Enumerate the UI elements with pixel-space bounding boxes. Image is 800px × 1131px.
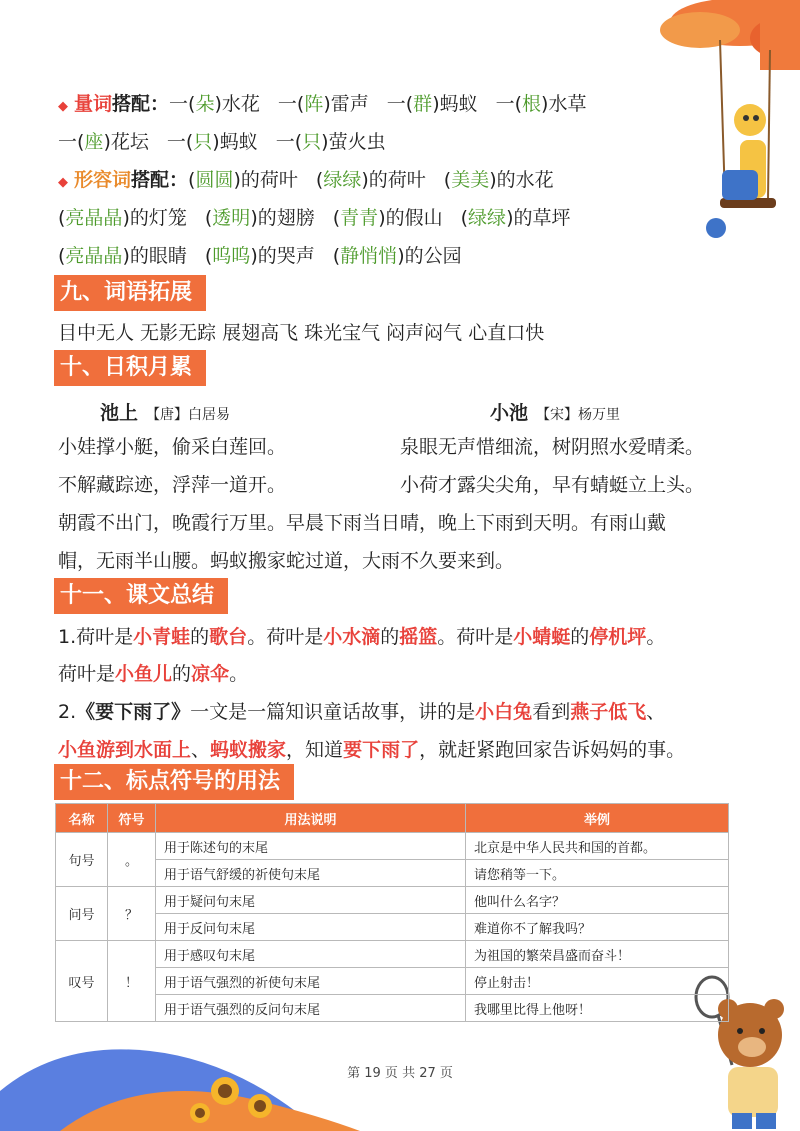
- summary-keyword: 小白兔: [475, 701, 533, 723]
- poem-2-author: 【宋】杨万里: [536, 407, 621, 423]
- pair-word: 美美: [451, 169, 490, 191]
- summary-text: 。: [646, 626, 666, 648]
- pair-post: 的翅膀: [257, 207, 315, 229]
- punct-symbol: ？: [108, 887, 156, 941]
- pair-pre: 一(: [275, 131, 303, 153]
- summary-keyword: 凉伞: [191, 663, 230, 685]
- adjectives-row-3: (亮晶晶)的眼睛 (呜呜)的哭声 (静悄悄)的公园: [58, 245, 462, 267]
- tree-giraffe-illustration: [640, 0, 800, 250]
- punct-name: 问号: [56, 887, 108, 941]
- pair-post: 的灯笼: [129, 207, 187, 229]
- pair-pre: 一(: [386, 93, 414, 115]
- adjectives-row-1: ◆ 形容词搭配：(圆圆)的荷叶 (绿绿)的荷叶 (美美)的水花: [58, 167, 554, 196]
- punct-usage: 用于语气强烈的祈使句末尾: [156, 968, 466, 995]
- pair-word: 座: [84, 131, 104, 153]
- punct-example: 停止射击！: [466, 968, 729, 995]
- punct-symbol: ！: [108, 941, 156, 1022]
- section-9-words: 目中无人 无影无踪 展翅高飞 珠光宝气 闷声闷气 心直口快: [58, 322, 545, 344]
- summary-2-line-2: [58, 737, 685, 763]
- measure-words-row-1: [58, 91, 586, 120]
- poem-1-author: 【唐】白居易: [146, 407, 231, 423]
- summary-text: 、: [191, 739, 211, 761]
- summary-text: ，就赶紧跑回家告诉妈妈的事。: [419, 739, 686, 761]
- page-number: 第 19 页 共 27 页: [347, 1066, 453, 1081]
- summary-text: 看到: [532, 701, 571, 723]
- section-11-title: 十一、课文总结: [54, 578, 228, 614]
- pair-pre: 一(: [495, 93, 523, 115]
- summary-text: 1.荷叶是: [58, 626, 134, 648]
- pair-post: 的眼睛: [129, 245, 187, 267]
- pair-word: 朵: [195, 93, 215, 115]
- poem-1-name: 池上: [100, 402, 139, 424]
- header-usage: 用法说明: [156, 804, 466, 833]
- punct-example: 难道你不了解我吗？: [466, 914, 729, 941]
- adjectives-row-2: (亮晶晶)的灯笼 (透明)的翅膀 (青青)的假山 (绿绿)的草坪: [58, 207, 571, 229]
- pair-word: 亮晶晶: [65, 207, 123, 229]
- pair-pre: 一(: [166, 131, 194, 153]
- summary-text: 荷叶是: [58, 663, 116, 685]
- punct-usage: 用于感叹句末尾: [156, 941, 466, 968]
- header-name: 名称: [56, 804, 108, 833]
- pair-word: 亮晶晶: [65, 245, 123, 267]
- summary-keyword: 小青蛙: [133, 626, 191, 648]
- pair-pre: 一(: [58, 131, 85, 153]
- adjectives-label-prefix: 形容词: [74, 169, 132, 191]
- proverbs-line-2: 帽，无雨半山腰。蚂蚁搬家蛇过道，大雨不久要来到。: [58, 550, 515, 572]
- measure-words-label-prefix: 量词: [74, 93, 113, 115]
- pair-post: 的假山: [385, 207, 443, 229]
- diamond-icon: ◆: [58, 99, 68, 114]
- punctuation-table: [55, 803, 729, 1022]
- summary-keyword: 小鱼游到水面上: [58, 739, 192, 761]
- pair-word: 圆圆: [195, 169, 234, 191]
- pair-word: 阵: [304, 93, 324, 115]
- pair-word: 只: [302, 131, 322, 153]
- punct-example: 他叫什么名字？: [466, 887, 729, 914]
- summary-text: 。: [229, 663, 249, 685]
- pair-post: )蚂蚁: [432, 93, 478, 115]
- poem-2-name: 小池: [490, 402, 529, 424]
- punct-example: 为祖国的繁荣昌盛而奋斗！: [466, 941, 729, 968]
- section-10-title: 十、日积月累: [54, 350, 206, 386]
- pair-word: 根: [522, 93, 542, 115]
- summary-keyword: 小水滴: [323, 626, 381, 648]
- summary-2-line-1: [58, 699, 665, 725]
- summary-text: ，知道: [286, 739, 344, 761]
- diamond-icon: ◆: [58, 175, 68, 190]
- punct-example: 我哪里比得上他呀！: [466, 995, 729, 1022]
- sunflower-hill-illustration: [0, 1031, 400, 1131]
- pair-post: )花坛: [103, 131, 149, 153]
- pair-word: 呜呜: [212, 245, 251, 267]
- table-row: [56, 860, 729, 887]
- summary-text: 、: [646, 701, 666, 723]
- punct-usage: 用于语气舒缓的祈使句末尾: [156, 860, 466, 887]
- proverbs-line-1: 朝霞不出门，晚霞行万里。早晨下雨当日晴，晚上下雨到天明。有雨山戴: [58, 512, 667, 534]
- poem-1-line-2: 不解藏踪迹，浮萍一道开。: [58, 474, 287, 496]
- poem-2-line-2: 小荷才露尖尖角，早有蜻蜓立上头。: [400, 474, 705, 496]
- summary-text: 。荷叶是: [437, 626, 514, 648]
- pair-post: 的哭声: [257, 245, 315, 267]
- poem-2-title: [490, 398, 620, 425]
- pair-word: 青青: [340, 207, 379, 229]
- summary-1-line-2: [58, 661, 248, 687]
- table-row: [56, 833, 729, 860]
- punct-name: 句号: [56, 833, 108, 887]
- punct-usage: 用于语气强烈的反问句末尾: [156, 995, 466, 1022]
- pair-post: )水花: [214, 93, 260, 115]
- punct-name: 叹号: [56, 941, 108, 1022]
- table-header-row: [56, 804, 729, 833]
- summary-keyword: 小蜻蜓: [513, 626, 571, 648]
- table-row: [56, 914, 729, 941]
- pair-post: )水草: [541, 93, 587, 115]
- summary-text: 的: [380, 626, 400, 648]
- punct-example: 北京是中华人民共和国的首都。: [466, 833, 729, 860]
- summary-book-title: 《要下雨了》: [76, 701, 191, 723]
- pair-word: 绿绿: [323, 169, 362, 191]
- punct-usage: 用于疑问句末尾: [156, 887, 466, 914]
- pair-post: 的荷叶: [240, 169, 298, 191]
- punct-symbol: 。: [108, 833, 156, 887]
- poem-1-title: [100, 398, 230, 425]
- measure-words-row-2: [58, 129, 386, 155]
- pair-post: )萤火虫: [321, 131, 386, 153]
- pair-word: 透明: [212, 207, 251, 229]
- summary-keyword: 要下雨了: [343, 739, 420, 761]
- table-row: [56, 941, 729, 968]
- punct-usage: 用于反问句末尾: [156, 914, 466, 941]
- summary-keyword: 摇篮: [399, 626, 438, 648]
- pair-word: 绿绿: [468, 207, 507, 229]
- summary-keyword: 歌台: [209, 626, 248, 648]
- table-row: [56, 887, 729, 914]
- section-9-title: 九、词语拓展: [54, 275, 206, 311]
- summary-keyword: 小鱼儿: [115, 663, 173, 685]
- measure-words-label-suffix: 搭配：: [112, 93, 170, 115]
- poem-2-line-1: 泉眼无声惜细流，树阴照水爱晴柔。: [400, 436, 705, 458]
- header-symbol: 符号: [108, 804, 156, 833]
- table-row: [56, 968, 729, 995]
- pair-post: 的公园: [404, 245, 462, 267]
- summary-keyword: 蚂蚁搬家: [210, 739, 287, 761]
- pair-word: 静悄悄: [340, 245, 398, 267]
- poem-1-line-1: 小娃撑小艇，偷采白莲回。: [58, 436, 287, 458]
- punct-usage: 用于陈述句的末尾: [156, 833, 466, 860]
- summary-keyword: 燕子低飞: [570, 701, 647, 723]
- adjectives-label-suffix: 搭配：: [131, 169, 189, 191]
- summary-text: 的: [172, 663, 192, 685]
- pair-word: 群: [413, 93, 433, 115]
- pair-post: 的荷叶: [368, 169, 426, 191]
- summary-text: 的: [190, 626, 210, 648]
- punct-example: 请您稍等一下。: [466, 860, 729, 887]
- section-12-title: 十二、标点符号的用法: [54, 764, 294, 800]
- pair-post: )雷声: [323, 93, 369, 115]
- pair-pre: 一(: [277, 93, 305, 115]
- summary-keyword: 停机坪: [589, 626, 647, 648]
- summary-text: 。荷叶是: [247, 626, 324, 648]
- summary-text: 一文是一篇知识童话故事，讲的是: [190, 701, 476, 723]
- summary-text: 2.: [58, 701, 77, 723]
- pair-post: 的草坪: [513, 207, 571, 229]
- header-example: 举例: [466, 804, 729, 833]
- summary-1-line-1: [58, 624, 665, 650]
- pair-post: )蚂蚁: [212, 131, 258, 153]
- pair-word: 只: [193, 131, 213, 153]
- summary-text: 的: [570, 626, 590, 648]
- pair-post: 的水花: [496, 169, 554, 191]
- table-row: [56, 995, 729, 1022]
- pair-pre: 一(: [169, 93, 196, 115]
